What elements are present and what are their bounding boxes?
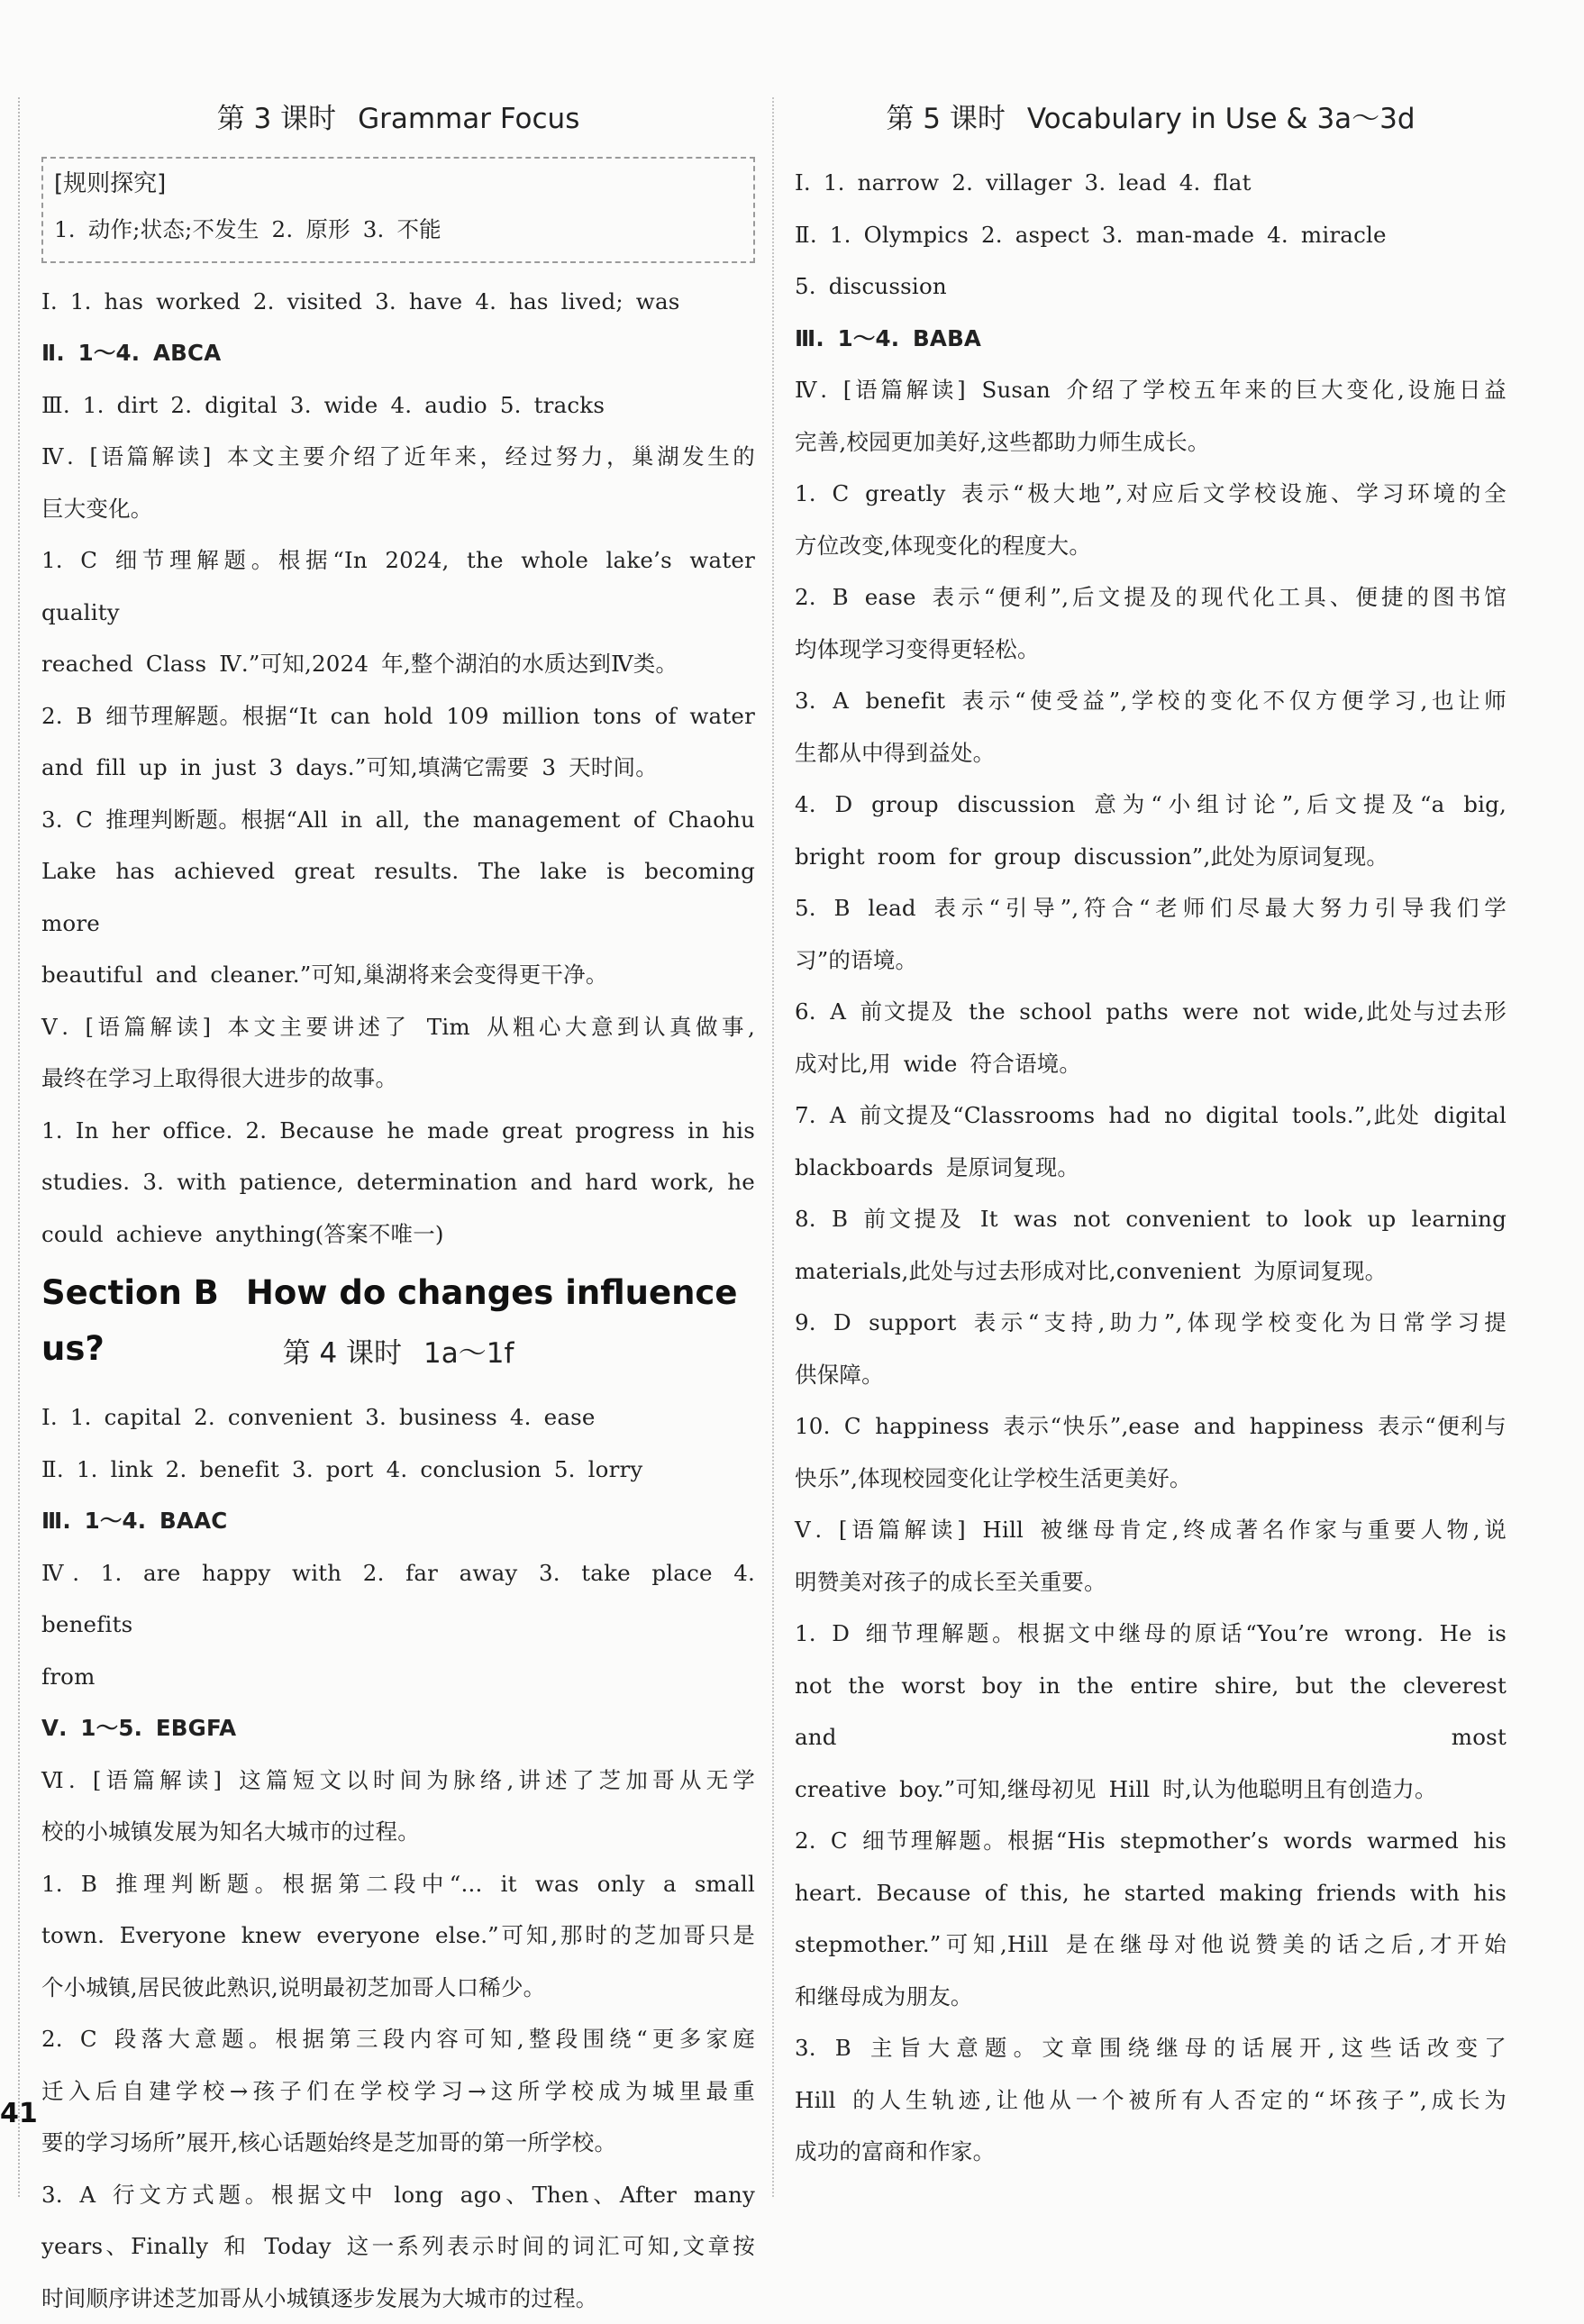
answer-line: stepmother.”可知,Hill 是在继母对他说赞美的话之后,才开始 xyxy=(795,1918,1507,1971)
lesson-3-subtitle: Grammar Focus xyxy=(358,103,579,135)
rule-exploration-box xyxy=(41,157,755,263)
answer-line: 3. A 行文方式题。根据文中 long ago、Then、After many xyxy=(41,2169,755,2221)
answer-line: Ⅳ. 1. are happy with 2. far away 3. take place 4. benefits xyxy=(41,1547,755,1651)
page-edge-rule xyxy=(18,97,20,2197)
answer-line: Ⅴ. 1～5. EBGFA xyxy=(41,1702,755,1754)
answer-line: 6. A 前文提及 the school paths were not wide,此处与过去形 xyxy=(795,986,1507,1038)
answer-line: 1. D 细节理解题。根据文中继母的原话“You’re wrong. He is xyxy=(795,1608,1507,1660)
answer-line: reached Class Ⅳ.”可知,2024 年,整个湖泊的水质达到Ⅳ类。 xyxy=(41,638,755,690)
answer-line: 供保障。 xyxy=(795,1349,1507,1401)
answer-line: 方位改变,体现变化的程度大。 xyxy=(795,520,1507,572)
answer-line: 2. B 细节理解题。根据“It can hold 109 million tons of water xyxy=(41,690,755,743)
answer-line: Ⅴ. [语篇解读] 本文主要讲述了 Tim 从粗心大意到认真做事, xyxy=(41,1001,755,1053)
answer-line: 巨大变化。 xyxy=(41,483,755,535)
answer-line: from xyxy=(41,1651,755,1703)
answer-line: Ⅱ. 1. Olympics 2. aspect 3. man-made 4. miracle xyxy=(795,209,1507,261)
answer-line: Ⅵ. [语篇解读] 这篇短文以时间为脉络,讲述了芝加哥从无学 xyxy=(41,1754,755,1807)
answer-line: 习”的语境。 xyxy=(795,934,1507,987)
lesson-5-answers xyxy=(795,157,1507,2178)
answer-line: 个小城镇,居民彼此熟识,说明最初芝加哥人口稀少。 xyxy=(41,1962,755,2014)
answer-line: 7. A 前文提及“Classrooms had no digital tools.”,此处 digital xyxy=(795,1089,1507,1142)
lesson-3-heading xyxy=(41,90,755,148)
answer-line: Ⅱ. 1. link 2. benefit 3. port 4. conclusion 5. lorry xyxy=(41,1444,755,1496)
answer-line: 要的学习场所”展开,核心话题始终是芝加哥的第一所学校。 xyxy=(41,2117,755,2169)
answer-line: 均体现学习变得更轻松。 xyxy=(795,624,1507,676)
answer-line: 时间顺序讲述芝加哥从小城镇逐步发展为大城市的过程。 xyxy=(41,2273,755,2324)
answer-line: could achieve anything(答案不唯一) xyxy=(41,1208,755,1261)
answer-line: 1. C greatly 表示“极大地”,对应后文学校设施、学习环境的全 xyxy=(795,468,1507,520)
answer-line: Ⅳ. [语篇解读] Susan 介绍了学校五年来的巨大变化,设施日益 xyxy=(795,364,1507,416)
rule-box-answers: 1. 动作;状态;不发生 2. 原形 3. 不能 xyxy=(54,204,742,256)
answer-line: Ⅰ. 1. has worked 2. visited 3. have 4. has lived; was xyxy=(41,276,755,328)
answer-line: 4. D group discussion 意为“小组讨论”,后文提及“a big, xyxy=(795,779,1507,831)
answer-line: Hill 的人生轨迹,让他从一个被所有人否定的“坏孩子”,成长为 xyxy=(795,2074,1507,2127)
answer-line: 最终在学习上取得很大进步的故事。 xyxy=(41,1053,755,1105)
answer-line: 和继母成为朋友。 xyxy=(795,1971,1507,2023)
answer-line: 明赞美对孩子的成长至关重要。 xyxy=(795,1556,1507,1609)
page-number: 41 xyxy=(0,2098,38,2129)
answer-line: 1. In her office. 2. Because he made great progress in his xyxy=(41,1105,755,1157)
answer-line: Ⅴ. [语篇解读] Hill 被继母肯定,终成著名作家与重要人物,说 xyxy=(795,1504,1507,1556)
section-b-heading xyxy=(41,1265,755,1321)
answer-line: years、Finally 和 Today 这一系列表示时间的词汇可知,文章按 xyxy=(41,2220,755,2273)
answer-line: 9. D support 表示“支持,助力”,体现学校变化为日常学习提 xyxy=(795,1297,1507,1349)
answer-line: 生都从中得到益处。 xyxy=(795,727,1507,779)
answer-line: 迁入后自建学校→孩子们在学校学习→这所学校成为城里最重 xyxy=(41,2065,755,2118)
answer-line: Ⅳ. [语篇解读] 本文主要介绍了近年来，经过努力，巢湖发生的 xyxy=(41,431,755,483)
answer-line: beautiful and cleaner.”可知,巢湖将来会变得更干净。 xyxy=(41,949,755,1001)
answer-line: materials,此处与过去形成对比,convenient 为原词复现。 xyxy=(795,1245,1507,1298)
right-column xyxy=(795,90,1507,2178)
answer-line: 2. B ease 表示“便利”,后文提及的现代化工具、便捷的图书馆 xyxy=(795,571,1507,624)
left-column xyxy=(41,90,755,2324)
answer-line: heart. Because of this, he started making friends with his xyxy=(795,1867,1507,1919)
lesson-4-subtitle: 1a～1f xyxy=(423,1337,514,1370)
answer-line: 完善,校园更加美好,这些都助力师生成长。 xyxy=(795,416,1507,469)
section-question: How do changes influence us? xyxy=(41,1273,737,1368)
answer-line: 3. A benefit 表示“使受益”,学校的变化不仅方便学习,也让师 xyxy=(795,675,1507,727)
answer-line: town. Everyone knew everyone else.”可知,那时的芝加哥只是 xyxy=(41,1909,755,1962)
answer-line: 校的小城镇发展为知名大城市的过程。 xyxy=(41,1806,755,1858)
lesson-5-heading xyxy=(795,90,1507,148)
answer-line: 10. C happiness 表示“快乐”,ease and happiness 表示“便利与 xyxy=(795,1400,1507,1453)
answer-line: 1. B 推理判断题。根据第二段中“... it was only a small xyxy=(41,1858,755,1910)
answer-line: creative boy.”可知,继母初见 Hill 时,认为他聪明且有创造力。 xyxy=(795,1764,1507,1816)
answer-line: Ⅰ. 1. capital 2. convenient 3. business 4. ease xyxy=(41,1391,755,1444)
lesson-3-title: 第 3 课时 xyxy=(217,103,336,135)
answer-line: and fill up in just 3 days.”可知,填满它需要 3 天时间。 xyxy=(41,742,755,794)
lesson-4-title: 第 4 课时 xyxy=(283,1337,402,1370)
section-label: Section B xyxy=(41,1273,219,1312)
answer-line: studies. 3. with patience, determination and hard work, he xyxy=(41,1156,755,1208)
answer-line: 成功的富商和作家。 xyxy=(795,2126,1507,2178)
answer-line: Lake has achieved great results. The lake is becoming more xyxy=(41,845,755,949)
answer-line: not the worst boy in the entire shire, but the cleverest and most xyxy=(795,1660,1507,1764)
column-divider xyxy=(772,97,774,2197)
answer-line: 成对比,用 wide 符合语境。 xyxy=(795,1038,1507,1090)
answer-line: bright room for group discussion”,此处为原词复现。 xyxy=(795,831,1507,883)
answer-line: 3. C 推理判断题。根据“All in all, the management of Chaohu xyxy=(41,794,755,846)
lesson-5-title: 第 5 课时 xyxy=(886,103,1005,135)
answer-line: blackboards 是原词复现。 xyxy=(795,1142,1507,1194)
lesson-4-heading xyxy=(41,1325,755,1382)
answer-line: 2. C 段落大意题。根据第三段内容可知,整段围绕“更多家庭 xyxy=(41,2013,755,2065)
answer-line: Ⅰ. 1. narrow 2. villager 3. lead 4. flat xyxy=(795,157,1507,209)
lesson-3-answers xyxy=(41,276,755,1261)
answer-line: 快乐”,体现校园变化让学校生活更美好。 xyxy=(795,1453,1507,1505)
answer-line: 5. discussion xyxy=(795,260,1507,313)
answer-line: Ⅱ. 1～4. ABCA xyxy=(41,327,755,379)
lesson-4-answers xyxy=(41,1391,755,2324)
answer-line: Ⅲ. 1～4. BABA xyxy=(795,313,1507,365)
answer-line: 8. B 前文提及 It was not convenient to look up learning xyxy=(795,1193,1507,1245)
answer-line: 3. B 主旨大意题。文章围绕继母的话展开,这些话改变了 xyxy=(795,2022,1507,2074)
rule-box-header: [规则探究] xyxy=(54,164,742,204)
answer-line: Ⅲ. 1. dirt 2. digital 3. wide 4. audio 5. tracks xyxy=(41,379,755,432)
lesson-5-subtitle: Vocabulary in Use & 3a～3d xyxy=(1027,103,1416,135)
answer-line: 2. C 细节理解题。根据“His stepmother’s words warmed his xyxy=(795,1815,1507,1867)
answer-line: Ⅲ. 1～4. BAAC xyxy=(41,1495,755,1547)
answer-line: 5. B lead 表示“引导”,符合“老师们尽最大努力引导我们学 xyxy=(795,882,1507,934)
answer-line: 1. C 细节理解题。根据“In 2024, the whole lake’s water quality xyxy=(41,534,755,638)
